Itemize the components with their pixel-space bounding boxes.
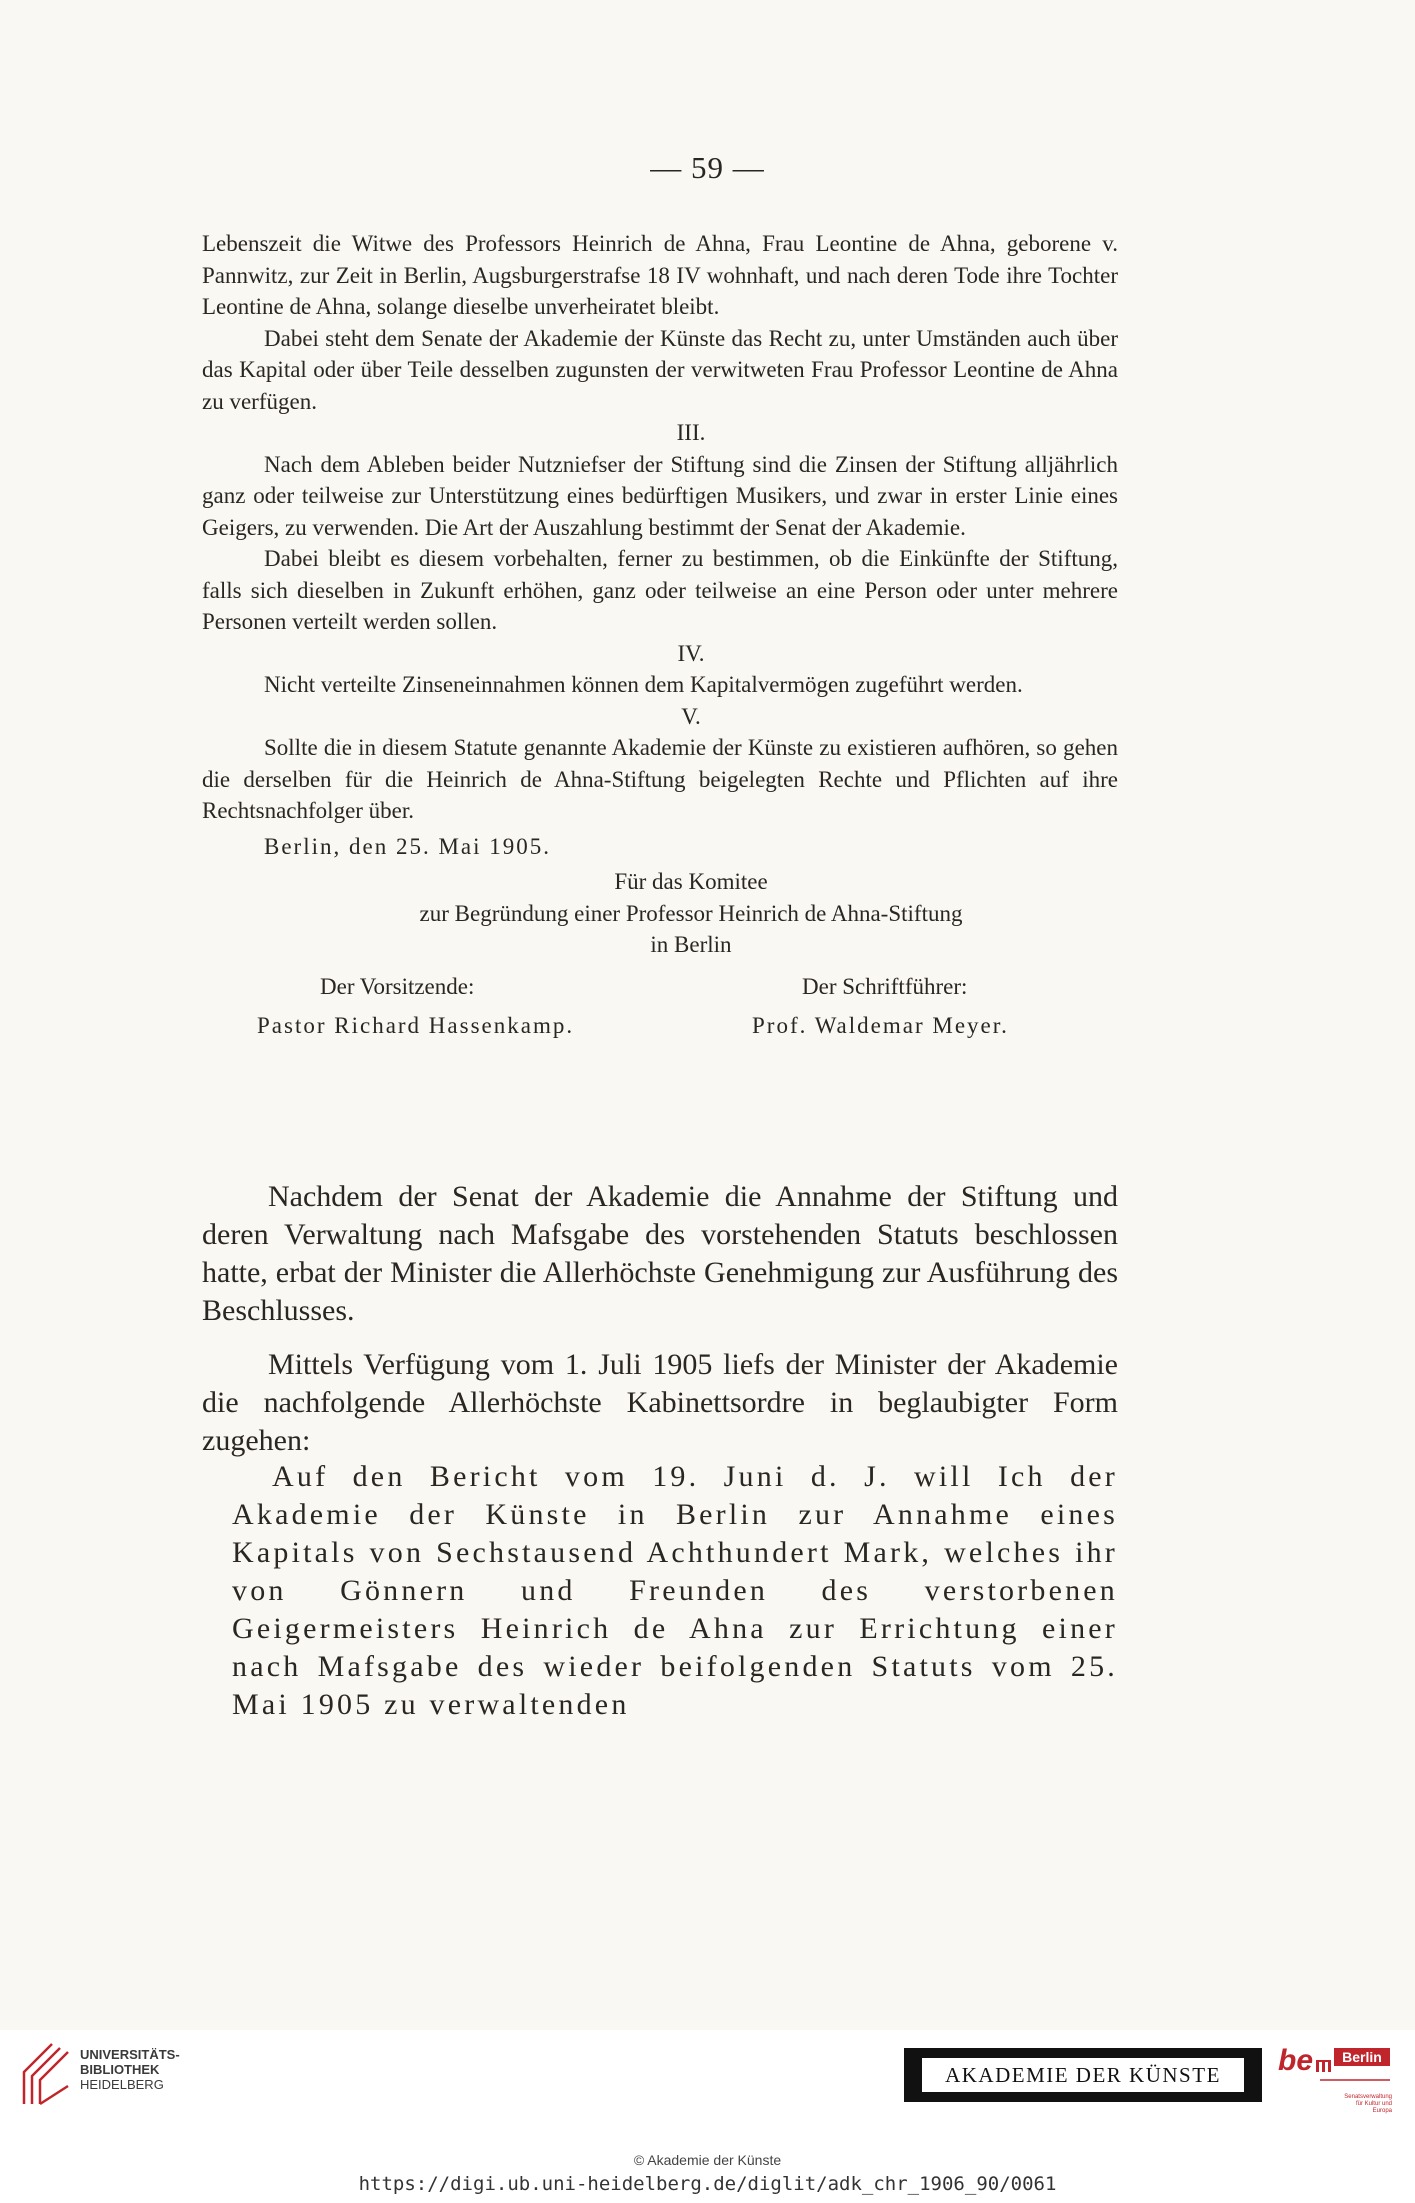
paragraph-large: Mittels Verfügung vom 1. Juli 1905 liefs der Minister der Akademie die nachfolgende Allerhöchste Kabinettsordre in beglaubigter Form zugehen: xyxy=(202,1348,1118,1457)
permalink-url[interactable]: https://digi.ub.uni-heidelberg.de/diglit/adk_chr_1906_90/0061 xyxy=(358,2173,1057,2195)
committee-line: zur Begründung einer Professor Heinrich de Ahna-Stiftung xyxy=(419,900,963,926)
berlin-sub-line: für Kultur und Europa xyxy=(1355,2101,1392,2114)
paragraph-large: Nachdem der Senat der Akademie die Annahme der Stiftung und deren Verwaltung nach Mafsgabe des vorstehenden Statuts beschlossen hatte, erbat der Minister die Allerhöchste Genehmigung zur Ausführung des Beschlusses. xyxy=(202,1180,1118,1327)
secretary-name: Prof. Waldemar Meyer. xyxy=(752,1013,1009,1038)
paragraph: Nach dem Ableben beider Nutzniefser der Stiftung sind die Zinsen der Stiftung alljährlich ganz oder teilweise zur Unterstützung eines bedürftigen Musikers, und zwar in erster Linie eines Geigers, zu verwenden. Die Art der Auszahlung bestimmt der Senat der Akademie. xyxy=(202,451,1118,540)
copyright-notice: © Akademie der Künste xyxy=(633,2152,782,2168)
paragraph: Lebenszeit die Witwe des Professors Heinrich de Ahna, Frau Leontine de Ahna, geborene v. Pannwitz, zur Zeit in Berlin, Augsburgerstrafse 18 IV wohnhaft, und nach deren Tode ihre Tochter Leontine de Ahna, solange dieselbe unverheiratet bleibt. xyxy=(202,231,1118,319)
committee-line: Für das Komitee xyxy=(614,869,768,894)
secretary-role: Der Schriftführer: xyxy=(802,973,968,999)
paragraph: Dabei bleibt es diesem vorbehalten, ferner zu bestimmen, ob die Einkünfte der Stiftung, falls sich dieselben in Zukunft erhöhen, ganz oder teilweise an eine Person oder unter mehrere Personen verteilt werden sollen. xyxy=(202,546,1118,634)
viewer-footer xyxy=(0,2030,1415,2203)
university-library-name xyxy=(80,2047,180,2092)
berlin-senate-subtitle xyxy=(1340,2094,1392,2115)
library-line: BIBLIOTHEK xyxy=(80,2062,160,2077)
large-text-block xyxy=(202,1178,1118,1476)
akademie-logo-label: AKADEMIE DER KÜNSTE xyxy=(922,2058,1244,2092)
cabinet-order-block xyxy=(202,1458,1118,1724)
signature-names xyxy=(202,1010,1118,1042)
signature-roles xyxy=(202,971,1118,1003)
committee-line: in Berlin xyxy=(650,932,732,957)
chair-name: Pastor Richard Hassenkamp. xyxy=(257,1013,575,1038)
chair-role: Der Vorsitzende: xyxy=(320,973,475,999)
section-heading: IV. xyxy=(677,640,705,666)
cabinet-order-text: Auf den Bericht vom 19. Juni d. J. will Ich der Akademie der Künste in Berlin zur Annahme eines Kapitals von Sechstausend Achthundert Mark, welches ihr von Gönnern und Freunden des verstorbenen Geigermeisters Heinrich de Ahna zur Errichtung einer nach Mafsgabe des wieder beifolgenden Statuts vom 25. Mai 1905 zu verwaltenden xyxy=(232,1460,1118,1721)
library-line: UNIVERSITÄTS- xyxy=(80,2047,180,2062)
akademie-logo[interactable] xyxy=(904,2048,1262,2102)
section-heading: V. xyxy=(681,703,701,729)
section-heading: III. xyxy=(676,420,706,445)
paragraph: Nicht verteilte Zinseneinnahmen können dem Kapitalvermögen zugeführt werden. xyxy=(264,672,1023,697)
date-line: Berlin, den 25. Mai 1905. xyxy=(264,833,551,859)
berlin-sub-line: Senatsverwaltung xyxy=(1344,2094,1392,2100)
university-library-logo-icon xyxy=(14,2038,74,2108)
paragraph: Dabei steht dem Senate der Akademie der Künste das Recht zu, unter Umständen auch über das Kapital oder über Teile desselben zugunsten der verwitweten Frau Professor Leontine de Ahna zu verfügen. xyxy=(202,325,1118,414)
berlin-logo-text: be xyxy=(1278,2044,1314,2077)
page-number: — 59 — xyxy=(650,150,765,185)
berlin-badge-text: Berlin xyxy=(1342,2049,1382,2065)
library-line: HEIDELBERG xyxy=(80,2077,164,2092)
upper-text-block xyxy=(202,228,1118,1042)
paragraph: Sollte die in diesem Statute genannte Akademie der Künste zu existieren aufhören, so gehen die derselben für die Heinrich de Ahna-Stiftung beigelegten Rechte und Pflichten auf ihre Rechtsnachfolger über. xyxy=(202,735,1118,823)
